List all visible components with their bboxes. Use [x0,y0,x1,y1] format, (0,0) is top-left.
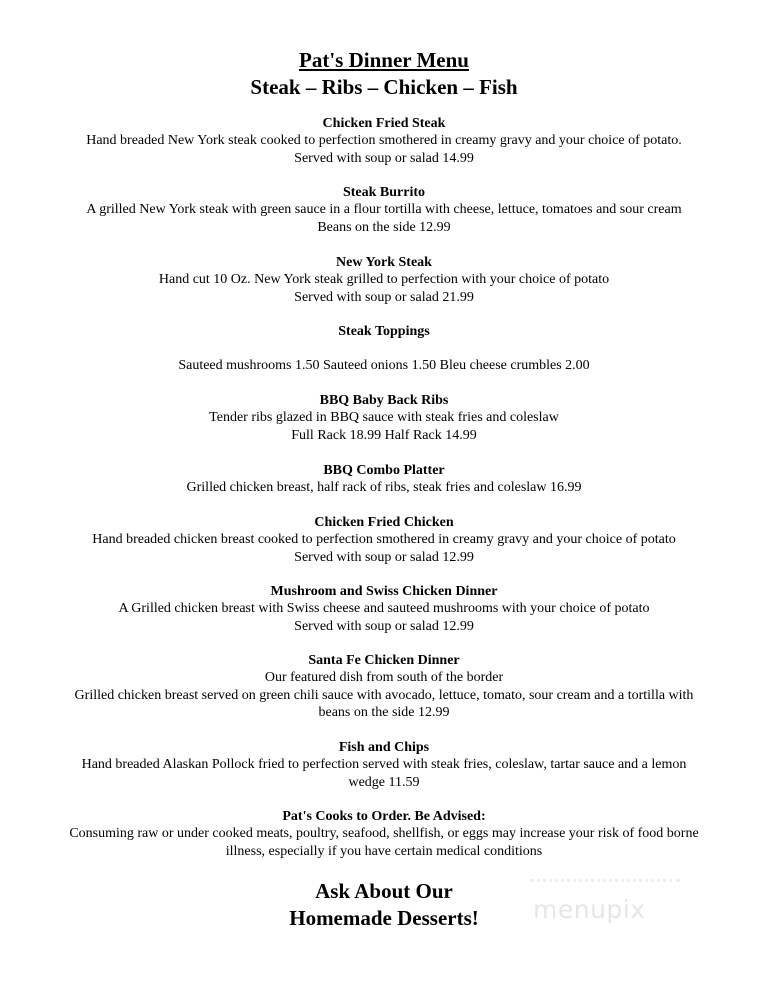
menu-item-mushroom-swiss-chicken [0,583,768,635]
item-description: Hand breaded Alaskan Pollock fried to perfection served with steak fries, coleslaw, tartar sauce and a lemon [81,757,687,772]
item-name: BBQ Baby Back Ribs [319,393,449,408]
item-price-line: Beans on the side 12.99 [317,219,451,235]
menu-item-santa-fe-chicken [0,652,768,722]
menu-subtitle: Steak – Ribs – Chicken – Fish [250,75,518,99]
item-name: BBQ Combo Platter [323,463,445,478]
menu-item-fish-and-chips [0,739,768,791]
item-name: New York Steak [336,255,432,270]
item-description: Tender ribs glazed in BBQ sauce with steak fries and coleslaw [209,410,559,425]
item-description: Grilled chicken breast served on green chili sauce with avocado, lettuce, tomato, sour cream and a tortilla with [74,687,694,703]
desserts-callout-line: Homemade Desserts! [289,906,479,930]
item-name: Chicken Fried Steak [322,116,446,131]
menupix-watermark: menupix [533,895,646,924]
item-name: Fish and Chips [338,740,430,755]
item-price-line: Served with soup or salad 12.99 [294,549,474,565]
menu-item-new-york-steak [0,254,768,306]
item-price-line: Served with soup or salad 12.99 [294,618,474,634]
item-name: Chicken Fried Chicken [314,515,454,530]
item-price-line: Served with soup or salad 14.99 [294,150,474,166]
menu-item-steak-burrito [0,184,768,236]
item-price-line: Served with soup or salad 21.99 [294,289,474,305]
item-description: Hand cut 10 Oz. New York steak grilled to perfection with your choice of potato [158,272,610,287]
item-price-line: wedge 11.59 [348,774,420,790]
watermark-decoration [530,879,680,890]
item-description: Grilled chicken breast, half rack of ribs, steak fries and coleslaw 16.99 [186,480,582,495]
item-price-line: beans on the side 12.99 [318,705,450,720]
menu-item-steak-toppings [0,323,768,375]
item-description: Hand breaded chicken breast cooked to perfection smothered in creamy gravy and your choice of potato [92,532,676,547]
item-description: Sauteed mushrooms 1.50 Sauteed onions 1.50 Bleu cheese crumbles 2.00 [178,358,590,373]
menu-title: Pat's Dinner Menu [299,48,469,72]
menu-item-bbq-combo-platter [0,462,768,497]
advisory-text: Consuming raw or under cooked meats, poultry, seafood, shellfish, or eggs may increase your risk of food borne [69,826,699,841]
item-description: Hand breaded New York steak cooked to perfection smothered in creamy gravy and your choice of potato. [86,133,682,148]
desserts-callout-line: Ask About Our [315,879,453,903]
item-name: Steak Toppings [338,324,430,339]
item-description: A Grilled chicken breast with Swiss cheese and sauteed mushrooms with your choice of potato [118,601,650,616]
item-name: Mushroom and Swiss Chicken Dinner [270,584,498,599]
advisory-text: illness, especially if you have certain medical conditions [225,843,543,859]
menu-item-chicken-fried-chicken [0,514,768,566]
advisory-notice [0,808,768,860]
item-price-line: Full Rack 18.99 Half Rack 14.99 [291,427,477,443]
menu-item-chicken-fried-steak [0,115,768,167]
menu-item-bbq-baby-back-ribs [0,392,768,444]
item-description: Our featured dish from south of the border [264,670,504,685]
item-name: Steak Burrito [342,185,426,200]
item-description: A grilled New York steak with green sauce in a flour tortilla with cheese, lettuce, tomatoes and sour cream [86,202,682,217]
item-name: Santa Fe Chicken Dinner [308,653,460,668]
advisory-heading: Pat's Cooks to Order. Be Advised: [282,809,486,824]
